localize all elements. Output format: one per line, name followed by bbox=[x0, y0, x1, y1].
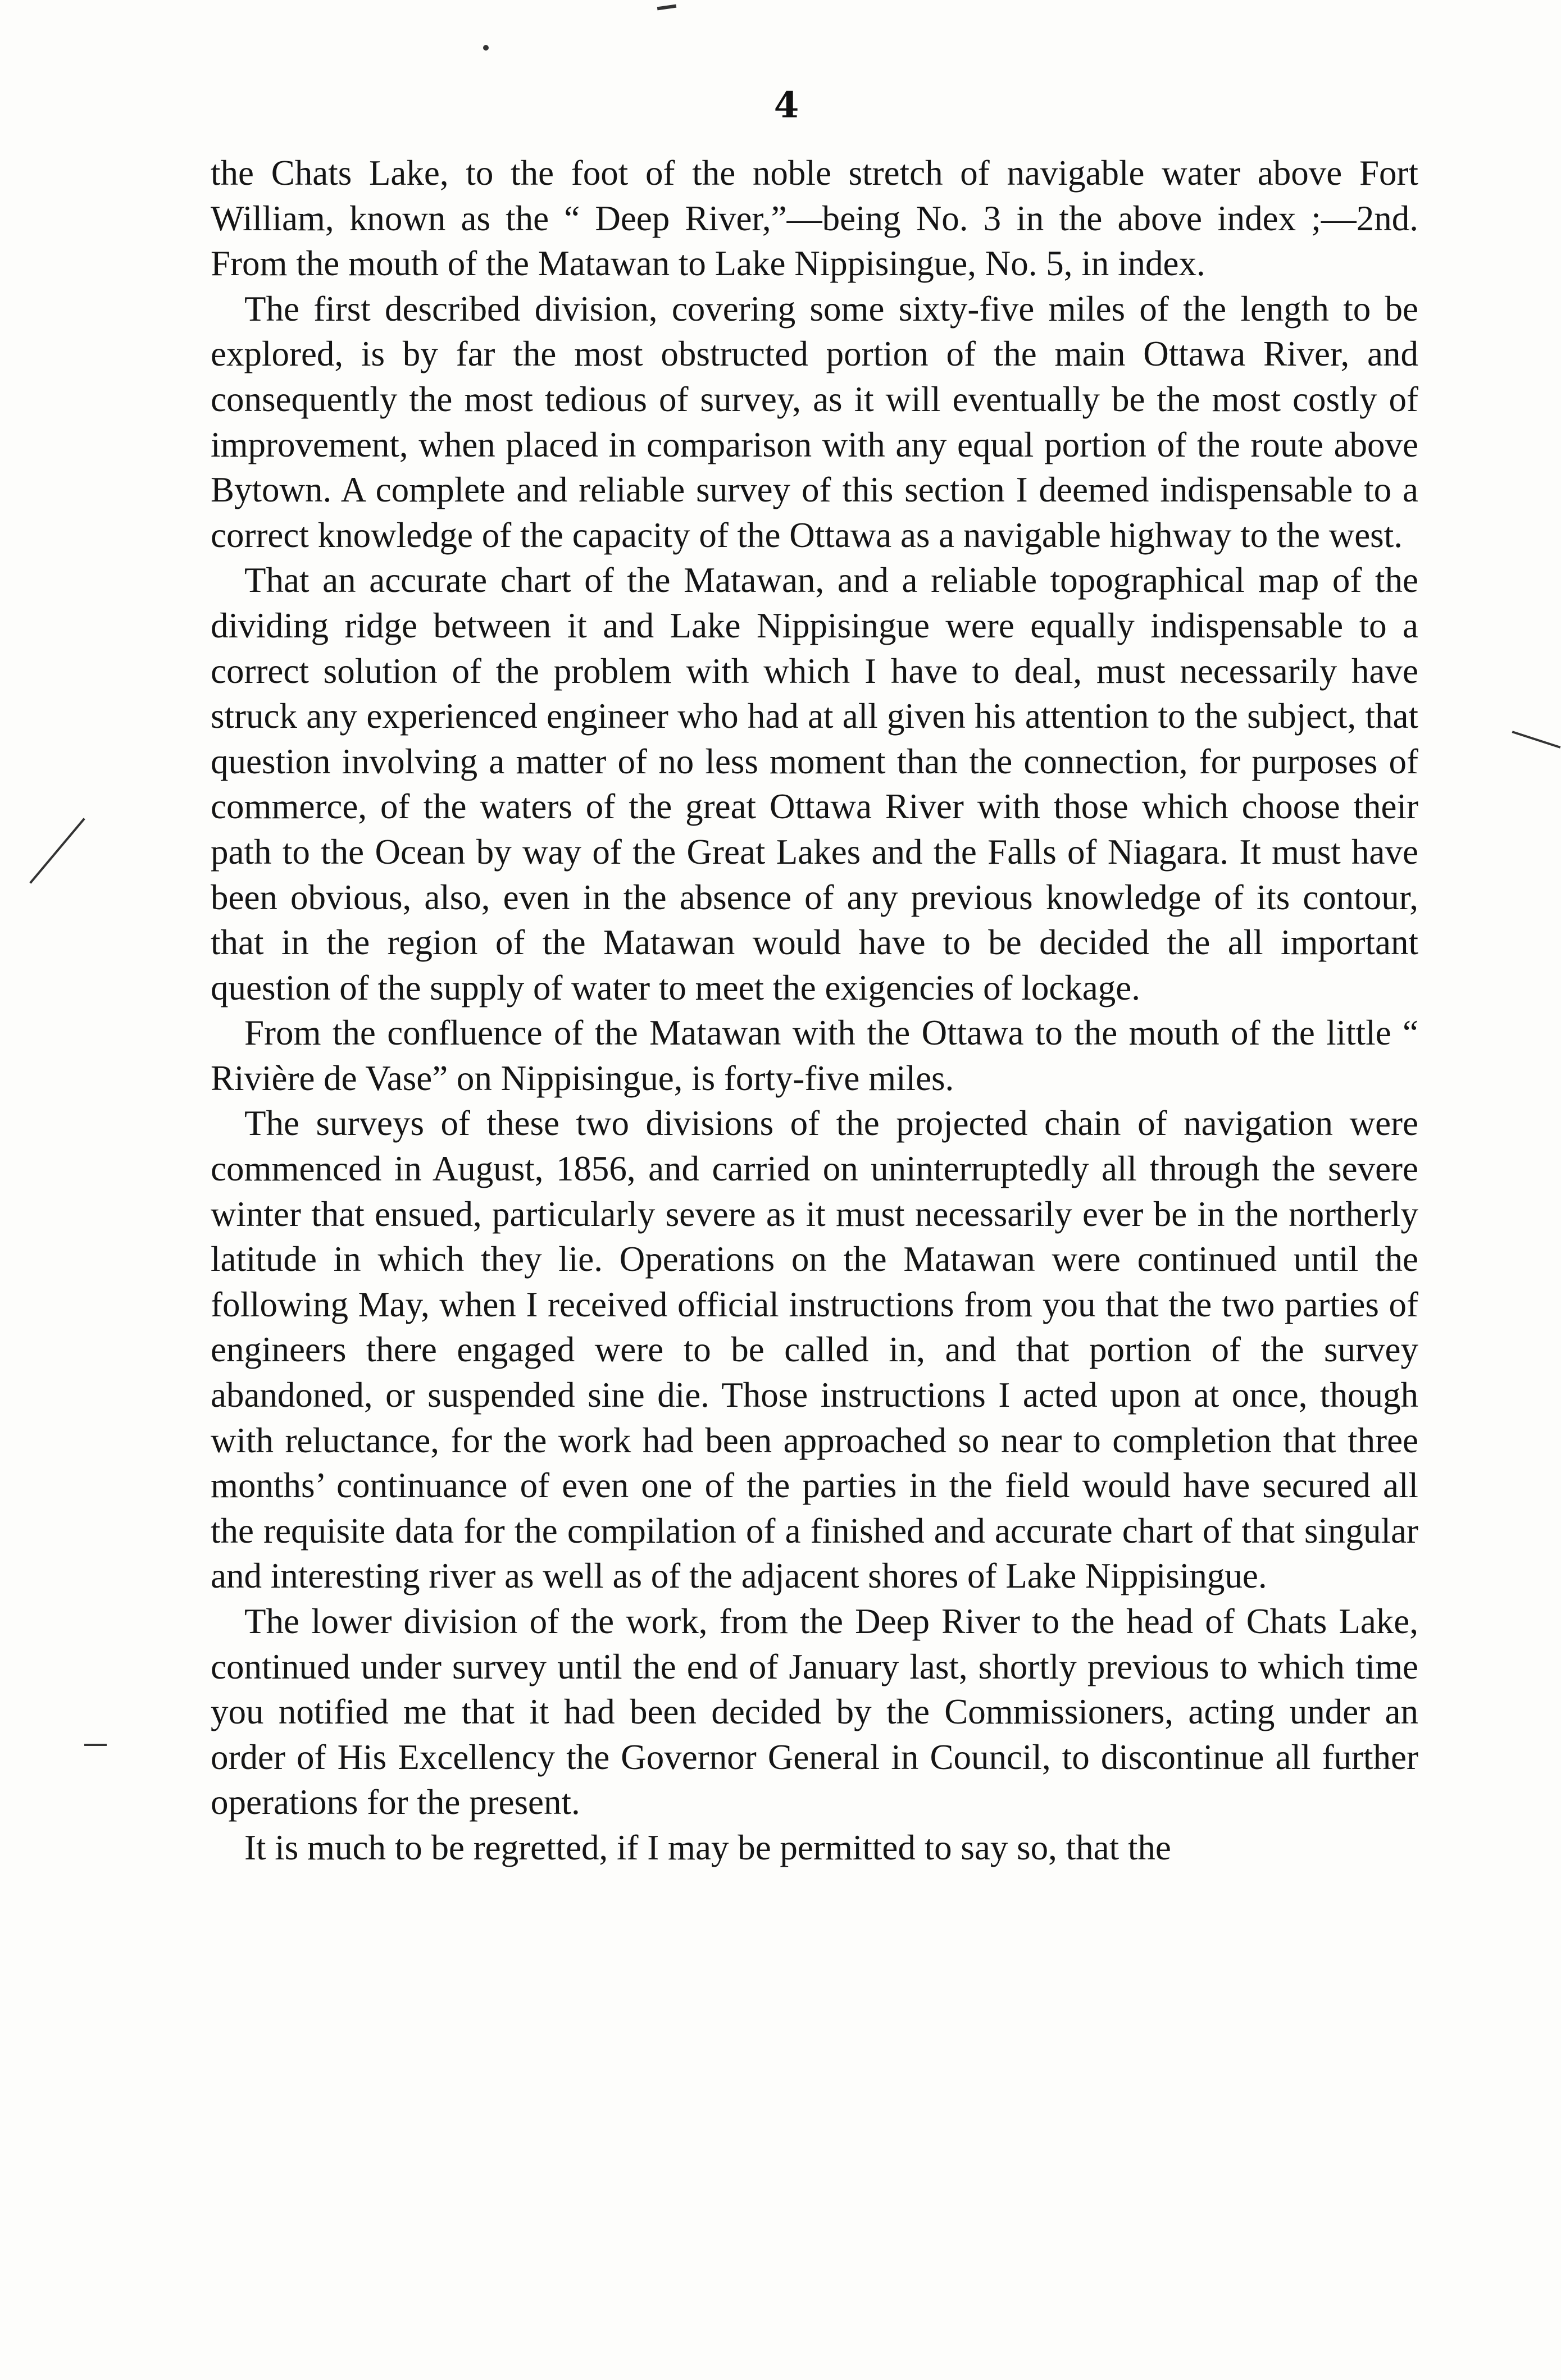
paragraph: The lower division of the work, from the Deep River to the head of Chats Lake, continued under survey until the end of January last, shortly previous to which time you notified me that it had been decided by the Commissioners, acting under an order of His Excellency the Governor General in Council, to discontinue all further operations for the present. bbox=[211, 1602, 1418, 1822]
paragraph: From the confluence of the Matawan with the Ottawa to the mouth of the little “ Rivière de Vase” on Nippisingue, is forty-five miles. bbox=[211, 1013, 1418, 1098]
margin-mark bbox=[657, 4, 677, 11]
paragraph: It is much to be regretted, if I may be permitted to say so, that the bbox=[244, 1827, 1171, 1867]
margin-mark bbox=[483, 45, 489, 51]
margin-mark bbox=[1512, 731, 1561, 749]
margin-mark bbox=[84, 1744, 107, 1746]
paragraph: the Chats Lake, to the foot of the noble stretch of navigable water above Fort William, known as the “ Deep River,”—being No. 3 in the above index ;—2nd. From the mouth of the Matawan to Lake Nippisingue, No. 5, in index. bbox=[211, 153, 1418, 284]
margin-mark bbox=[29, 818, 85, 883]
paragraph: The first described division, covering some sixty-five miles of the length to be explored, is by far the most obstructed portion of the main Ottawa River, and consequently the most tedious of survey, as it will eventually be the most costly of improvement, when placed in comparison with any equal portion of the route above Bytown. A complete and reliable survey of this section I deemed indispensable to a correct knowledge of the capacity of the Ottawa as a navigable highway to the west. bbox=[211, 289, 1418, 555]
page-number: 4 bbox=[773, 84, 799, 126]
body-text bbox=[211, 151, 1418, 1871]
paragraph: The surveys of these two divisions of the projected chain of navigation were commenced in August, 1856, and carried on uninterruptedly all through the severe winter that ensued, particularly severe as it must necessarily ever be in the northerly latitude in which they lie. Operations on the Matawan were continued until the following May, when I received official instructions from you that the two parties of engineers there engaged were to be called in, and that portion of the survey abandoned, or suspended sine die. Those instructions I acted upon at once, though with reluctance, for the work had been approached so near to completion that three months’ continuance of even one of the parties in the field would have secured all the requisite data for the compilation of a finished and accurate chart of that singular and interesting river as well as of the adjacent shores of Lake Nippisingue. bbox=[211, 1104, 1418, 1596]
paragraph: That an accurate chart of the Matawan, and a reliable topographical map of the dividing ridge between it and Lake Nippisingue were equally indispensable to a correct solution of the problem with which I have to deal, must necessarily have struck any experienced engineer who had at all given his attention to the subject, that question involving a matter of no less moment than the connection, for purposes of commerce, of the waters of the great Ottawa River with those which choose their path to the Ocean by way of the Great Lakes and the Falls of Niagara. It must have been obvious, also, even in the absence of any previous knowledge of its contour, that in the region of the Matawan would have to be decided the all important question of the supply of water to meet the exigencies of lockage. bbox=[211, 560, 1418, 1007]
